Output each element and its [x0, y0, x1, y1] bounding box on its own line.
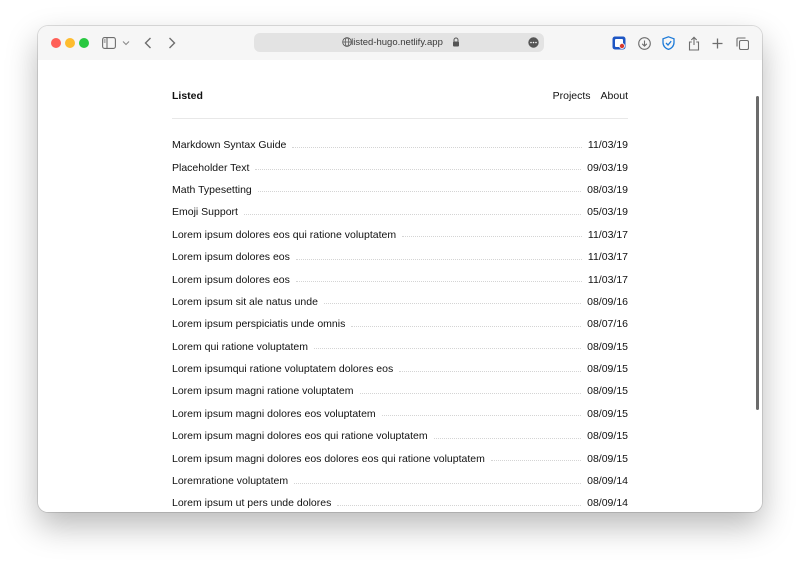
post-leader: [244, 214, 581, 215]
post-leader: [491, 460, 581, 461]
site-header: [172, 90, 628, 106]
post-date: 08/09/14: [587, 497, 628, 510]
nav-projects-link[interactable]: Projects: [552, 90, 591, 102]
post-date: 08/09/15: [587, 430, 628, 443]
post-date: 08/09/15: [587, 385, 628, 398]
post-item[interactable]: [172, 268, 628, 290]
post-date: 08/09/15: [587, 452, 628, 465]
post-title[interactable]: Lorem ipsum magni ratione voluptatem: [172, 385, 354, 398]
post-item[interactable]: [172, 447, 628, 469]
post-leader: [382, 415, 581, 416]
post-item[interactable]: [172, 470, 628, 492]
post-date: 08/09/15: [587, 407, 628, 420]
zoom-window-button[interactable]: [79, 38, 89, 48]
post-leader: [294, 483, 581, 484]
post-leader: [337, 505, 581, 506]
post-item[interactable]: [172, 179, 628, 201]
post-item[interactable]: [172, 201, 628, 223]
post-date: 08/09/14: [587, 475, 628, 488]
post-date: 08/09/15: [587, 363, 628, 376]
post-date: 09/03/19: [587, 161, 628, 174]
extension-icon[interactable]: [612, 34, 626, 52]
post-date: 05/03/19: [587, 206, 628, 219]
post-leader: [351, 326, 581, 327]
post-item[interactable]: [172, 425, 628, 447]
header-divider: [172, 118, 628, 119]
more-icon[interactable]: [528, 37, 539, 51]
tabs-icon[interactable]: [736, 34, 749, 52]
close-window-button[interactable]: [51, 38, 61, 48]
sidebar-icon[interactable]: [102, 34, 116, 52]
post-leader: [292, 147, 582, 148]
post-date: 08/09/15: [587, 340, 628, 353]
post-title[interactable]: Lorem ipsum magni dolores eos dolores eos qui ratione voluptatem: [172, 452, 485, 465]
post-date: 11/03/17: [587, 273, 628, 286]
post-title[interactable]: Lorem ipsum perspiciatis unde omnis: [172, 318, 346, 331]
share-icon[interactable]: [688, 34, 700, 52]
post-list: [172, 134, 628, 512]
post-date: 11/03/19: [587, 139, 628, 152]
url-text: listed-hugo.netlify.app: [351, 37, 443, 48]
globe-icon: [342, 37, 352, 50]
post-title[interactable]: Lorem ipsum magni dolores eos voluptatem: [172, 407, 376, 420]
post-title[interactable]: Placeholder Text: [172, 161, 250, 174]
post-title[interactable]: Loremratione voluptatem: [172, 475, 289, 488]
post-title[interactable]: Lorem ipsum magni dolores eos qui ratione voluptatem: [172, 430, 428, 443]
post-item[interactable]: [172, 156, 628, 178]
post-title[interactable]: Emoji Support: [172, 206, 238, 219]
nav-about-link[interactable]: About: [600, 90, 628, 102]
post-date: 11/03/17: [587, 251, 628, 264]
post-leader: [258, 191, 581, 192]
chevron-down-icon[interactable]: [122, 34, 130, 52]
post-title[interactable]: Lorem ipsum dolores eos: [172, 251, 290, 264]
post-title[interactable]: Lorem ipsum dolores eos: [172, 273, 290, 286]
back-icon[interactable]: [144, 34, 152, 52]
post-date: 11/03/17: [587, 228, 628, 241]
post-title[interactable]: Markdown Syntax Guide: [172, 139, 287, 152]
address-bar[interactable]: [254, 33, 544, 52]
post-item[interactable]: [172, 246, 628, 268]
post-item[interactable]: [172, 224, 628, 246]
lock-icon: [452, 37, 460, 50]
post-item[interactable]: [172, 380, 628, 402]
page-content: [38, 60, 762, 512]
post-date: 08/03/19: [587, 183, 628, 196]
scrollbar-thumb[interactable]: [756, 96, 759, 410]
plus-icon[interactable]: [712, 34, 723, 52]
post-title[interactable]: Lorem ipsum sit ale natus unde: [172, 295, 318, 308]
post-title[interactable]: Lorem ipsumqui ratione voluptatem dolores eos: [172, 363, 394, 376]
post-item[interactable]: [172, 336, 628, 358]
site-nav: [553, 90, 628, 102]
post-leader: [360, 393, 582, 394]
post-leader: [434, 438, 581, 439]
post-leader: [296, 281, 582, 282]
post-leader: [255, 169, 581, 170]
minimize-window-button[interactable]: [65, 38, 75, 48]
shield-icon[interactable]: [662, 34, 675, 52]
post-title[interactable]: Lorem ipsum dolores eos qui ratione voluptatem: [172, 228, 397, 241]
post-item[interactable]: [172, 134, 628, 156]
post-item[interactable]: [172, 492, 628, 512]
post-item[interactable]: [172, 313, 628, 335]
post-title[interactable]: Lorem qui ratione voluptatem: [172, 340, 308, 353]
post-leader: [296, 259, 582, 260]
forward-icon[interactable]: [168, 34, 176, 52]
post-date: 08/07/16: [587, 318, 628, 331]
post-leader: [399, 371, 581, 372]
post-leader: [402, 236, 582, 237]
post-title[interactable]: Math Typesetting: [172, 183, 252, 196]
browser-window: [38, 26, 762, 512]
post-item[interactable]: [172, 291, 628, 313]
post-title[interactable]: Lorem ipsum ut pers unde dolores: [172, 497, 332, 510]
download-icon[interactable]: [638, 34, 651, 52]
post-leader: [324, 303, 581, 304]
post-leader: [314, 348, 581, 349]
site-logo[interactable]: Listed: [172, 90, 203, 102]
post-date: 08/09/16: [587, 295, 628, 308]
browser-toolbar: [38, 26, 762, 60]
post-item[interactable]: [172, 358, 628, 380]
post-item[interactable]: [172, 403, 628, 425]
